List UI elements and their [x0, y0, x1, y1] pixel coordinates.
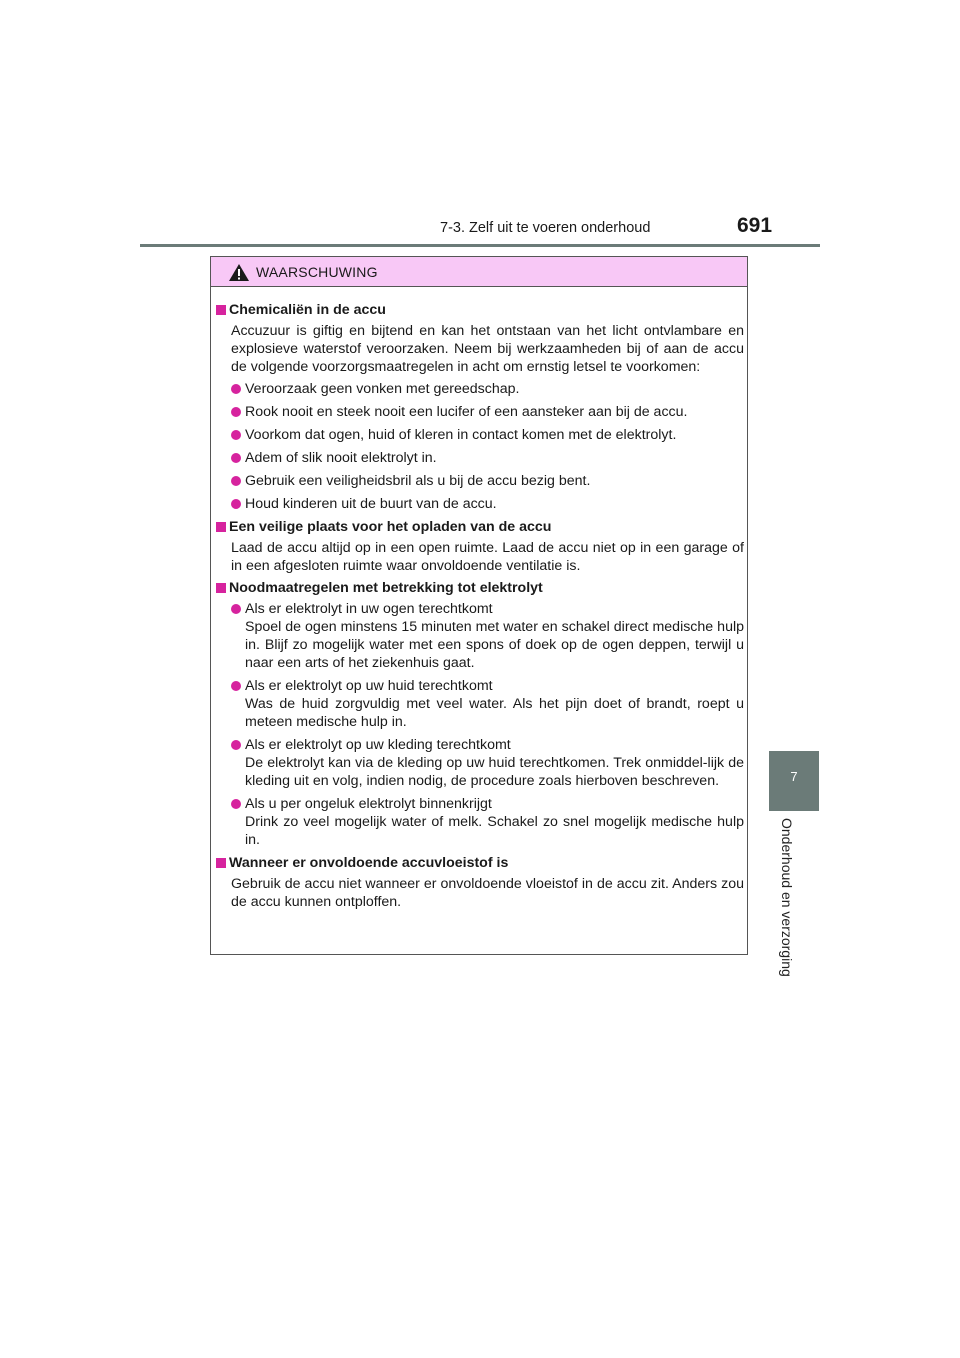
bullet-text: Als u per ongeluk elektrolyt binnenkrijgt — [245, 796, 492, 812]
section-heading — [216, 579, 744, 597]
chapter-tab — [769, 751, 819, 811]
bullet-list — [216, 380, 744, 513]
bullet-item — [216, 426, 744, 444]
warning-title: WAARSCHUWING — [256, 264, 378, 280]
chapter-label: Onderhoud en verzorging — [779, 818, 795, 977]
page-number: 691 — [737, 214, 773, 237]
bullet-text: Als er elektrolyt op uw kleding terechtkomt — [245, 737, 511, 753]
bullet-item — [216, 677, 744, 731]
bullet-item — [216, 795, 744, 849]
bullet-text: Adem of slik nooit elektrolyt in. — [245, 450, 437, 466]
bullet-detail: De elektrolyt kan via de kleding op uw huid terechtkomen. Trek onmiddel-lijk de kleding uit en volg, indien nodig, de procedure zoals hierboven beschreven. — [245, 755, 744, 789]
bullet-item — [216, 449, 744, 467]
section-heading — [216, 518, 744, 536]
warning-triangle-icon — [228, 263, 250, 282]
bullet-text: Als er elektrolyt op uw huid terechtkomt — [245, 678, 493, 694]
section-paragraph: Gebruik de accu niet wanneer er onvoldoende vloeistof in de accu zit. Anders zou de accu kunnen ontploffen. — [231, 876, 744, 910]
bullet-list — [216, 600, 744, 849]
square-bullet-icon — [216, 858, 226, 868]
round-bullet-icon — [231, 407, 241, 417]
bullet-item — [216, 600, 744, 672]
warning-section — [216, 854, 744, 911]
round-bullet-icon — [231, 499, 241, 509]
round-bullet-icon — [231, 384, 241, 394]
section-heading — [216, 854, 744, 872]
bullet-detail: Drink zo veel mogelijk water of melk. Schakel zo snel mogelijk medische hulp in. — [245, 814, 744, 848]
bullet-text: Voorkom dat ogen, huid of kleren in contact komen met de elektrolyt. — [245, 427, 677, 443]
bullet-item — [216, 736, 744, 790]
warning-header — [211, 257, 747, 287]
chapter-number: 7 — [790, 769, 798, 784]
warning-body — [216, 301, 744, 915]
bullet-text: Houd kinderen uit de buurt van de accu. — [245, 496, 497, 512]
warning-box — [210, 256, 748, 955]
round-bullet-icon — [231, 430, 241, 440]
bullet-item — [216, 380, 744, 398]
square-bullet-icon — [216, 522, 226, 532]
bullet-item — [216, 472, 744, 490]
section-paragraph: Accuzuur is giftig en bijtend en kan het ontstaan van het licht ontvlambare en explosieve waterstof veroorzaken. Neem bij werkzaamheden bij of aan de accu de volgende voorzorgsmaatregelen in acht om ernstig letsel te voorkomen: — [231, 323, 744, 375]
round-bullet-icon — [231, 476, 241, 486]
section-title: 7-3. Zelf uit te voeren onderhoud — [440, 220, 651, 236]
bullet-item — [216, 403, 744, 421]
warning-section — [216, 579, 744, 849]
square-bullet-icon — [216, 583, 226, 593]
warning-section — [216, 301, 744, 513]
square-bullet-icon — [216, 305, 226, 315]
bullet-text: Gebruik een veiligheidsbril als u bij de accu bezig bent. — [245, 473, 591, 489]
section-heading-text: Chemicaliën in de accu — [229, 302, 386, 318]
bullet-detail: Spoel de ogen minstens 15 minuten met water en schakel direct medische hulp in. Blijf zo mogelijk water met een spons of doek op de ogen deppen, terwijl u naar een arts of het ziekenhuis gaat. — [245, 619, 744, 671]
warning-section — [216, 518, 744, 575]
bullet-detail: Was de huid zorgvuldig met veel water. Als het pijn doet of brandt, roept u meteen medische hulp in. — [245, 696, 744, 730]
round-bullet-icon — [231, 740, 241, 750]
bullet-item — [216, 495, 744, 513]
round-bullet-icon — [231, 604, 241, 614]
section-heading-text: Wanneer er onvoldoende accuvloeistof is — [229, 855, 509, 871]
section-heading-text: Een veilige plaats voor het opladen van de accu — [229, 519, 552, 535]
bullet-text: Als er elektrolyt in uw ogen terechtkomt — [245, 601, 493, 617]
round-bullet-icon — [231, 681, 241, 691]
round-bullet-icon — [231, 799, 241, 809]
section-paragraph: Laad de accu altijd op in een open ruimte. Laad de accu niet op in een garage of in een afgesloten ruimte waar onvoldoende ventilatie is. — [231, 540, 744, 574]
header-divider — [140, 244, 820, 247]
section-heading — [216, 301, 744, 319]
bullet-text: Rook nooit en steek nooit een lucifer of een aansteker aan bij de accu. — [245, 404, 688, 420]
bullet-text: Veroorzaak geen vonken met gereedschap. — [245, 381, 520, 397]
round-bullet-icon — [231, 453, 241, 463]
section-heading-text: Noodmaatregelen met betrekking tot elektrolyt — [229, 580, 543, 596]
